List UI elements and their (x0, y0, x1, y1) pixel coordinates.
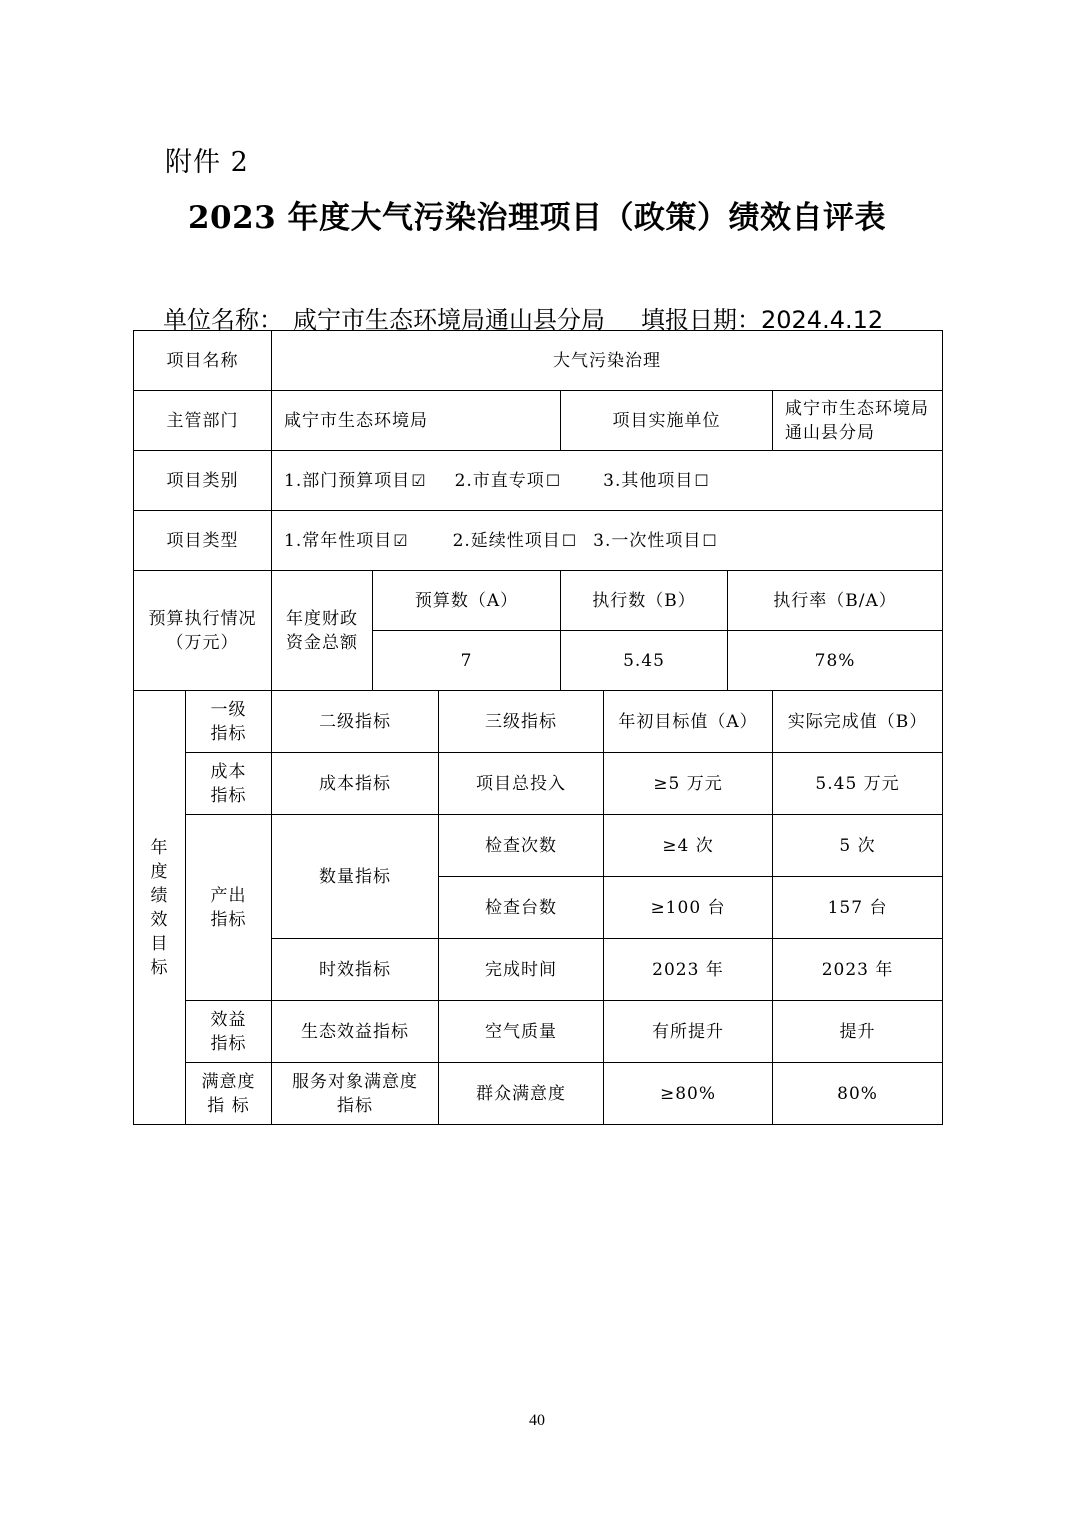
check-times-l3: 检查次数 (439, 815, 604, 877)
budget-value-a: 7 (373, 631, 561, 691)
row-project-name (134, 331, 943, 391)
type-option-3: 3.一次性项目 (593, 530, 702, 551)
satisfaction-target: ≥80% (604, 1063, 773, 1125)
timeliness-l3: 完成时间 (439, 939, 604, 1001)
benefit-l2: 生态效益指标 (272, 1001, 439, 1063)
project-name-label: 项目名称 (134, 331, 272, 391)
unit-label: 单位名称： (163, 306, 283, 334)
dept-label: 主管部门 (134, 391, 272, 451)
benefit-target: 有所提升 (604, 1001, 773, 1063)
satisfaction-l1: 满意度指 标 (186, 1063, 272, 1125)
cost-target: ≥5 万元 (604, 753, 773, 815)
timeliness-l2: 时效指标 (272, 939, 439, 1001)
cost-l2: 成本指标 (272, 753, 439, 815)
category-option-3: 3.其他项目 (603, 470, 694, 491)
fund-label: 年度财政资金总额 (272, 571, 373, 691)
category-option-2: 2.市直专项 (454, 470, 545, 491)
perf-header-l1: 一级指标 (186, 691, 272, 753)
check-units-l3: 检查台数 (439, 877, 604, 939)
satisfaction-l3: 群众满意度 (439, 1063, 604, 1125)
budget-header-rate: 执行率（B/A） (728, 571, 943, 631)
project-name-value: 大气污染治理 (272, 331, 943, 391)
row-dept (134, 391, 943, 451)
benefit-l3: 空气质量 (439, 1001, 604, 1063)
page-number: 40 (529, 1412, 545, 1429)
cost-actual: 5.45 万元 (773, 753, 943, 815)
check-times-target: ≥4 次 (604, 815, 773, 877)
row-budget-header (134, 571, 943, 631)
quantity-l2: 数量指标 (272, 815, 439, 939)
annex-label: 附件 2 (165, 147, 249, 178)
satisfaction-actual: 80% (773, 1063, 943, 1125)
benefit-l1: 效益指标 (186, 1001, 272, 1063)
cost-l3: 项目总投入 (439, 753, 604, 815)
budget-value-rate: 78% (728, 631, 943, 691)
checked-box-icon: ☑ (411, 470, 427, 490)
date-label: 填报日期： (641, 306, 761, 334)
type-option-2: 2.延续性项目 (452, 530, 561, 551)
check-units-target: ≥100 台 (604, 877, 773, 939)
timeliness-actual: 2023 年 (773, 939, 943, 1001)
check-times-actual: 5 次 (773, 815, 943, 877)
perf-header-l3: 三级指标 (439, 691, 604, 753)
row-satisfaction (134, 1063, 943, 1125)
benefit-actual: 提升 (773, 1001, 943, 1063)
output-l1: 产出指标 (186, 815, 272, 1001)
timeliness-target: 2023 年 (604, 939, 773, 1001)
impl-label: 项目实施单位 (561, 391, 773, 451)
budget-label: 预算执行情况（万元） (134, 571, 272, 691)
budget-header-a: 预算数（A） (373, 571, 561, 631)
unchecked-box-icon: ☐ (694, 470, 710, 490)
type-label: 项目类型 (134, 511, 272, 571)
category-option-1: 1.部门预算项目 (284, 470, 411, 491)
evaluation-table (133, 330, 943, 1125)
unchecked-box-icon: ☐ (561, 530, 578, 550)
check-units-actual: 157 台 (773, 877, 943, 939)
perf-header-actual: 实际完成值（B） (773, 691, 943, 753)
unchecked-box-icon: ☐ (545, 470, 562, 490)
row-type (134, 511, 943, 571)
row-cost (134, 753, 943, 815)
satisfaction-l2: 服务对象满意度指标 (272, 1063, 439, 1125)
row-category (134, 451, 943, 511)
impl-value: 咸宁市生态环境局通山县分局 (773, 391, 943, 451)
dept-value: 咸宁市生态环境局 (272, 391, 561, 451)
perf-label: 年度绩效目标 (134, 691, 186, 1125)
row-benefit (134, 1001, 943, 1063)
date-value: 2024.4.12 (761, 306, 884, 334)
budget-value-b: 5.45 (561, 631, 728, 691)
row-check-times (134, 815, 943, 877)
row-perf-header (134, 691, 943, 753)
checked-box-icon: ☑ (393, 530, 409, 550)
budget-header-b: 执行数（B） (561, 571, 728, 631)
category-label: 项目类别 (134, 451, 272, 511)
cost-l1: 成本指标 (186, 753, 272, 815)
type-option-1: 1.常年性项目 (284, 530, 393, 551)
unit-value: 咸宁市生态环境局通山县分局 (293, 306, 605, 334)
document-title: 2023 年度大气污染治理项目（政策）绩效自评表 (187, 200, 887, 236)
unchecked-box-icon: ☐ (702, 530, 718, 550)
perf-header-target: 年初目标值（A） (604, 691, 773, 753)
type-options (272, 511, 943, 571)
category-options (272, 451, 943, 511)
perf-header-l2: 二级指标 (272, 691, 439, 753)
